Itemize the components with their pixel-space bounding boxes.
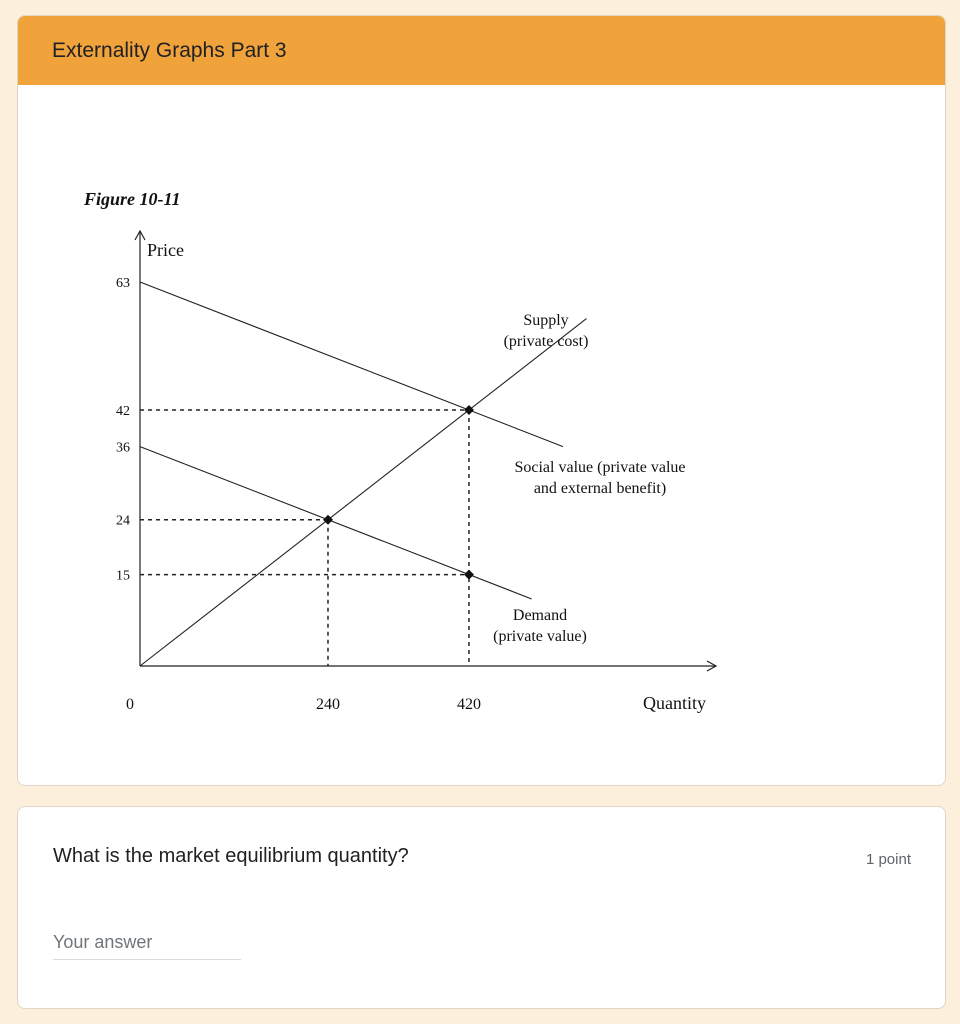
equilibrium-point-marker [323,515,333,525]
section-card [17,15,946,786]
section-header [18,16,945,85]
social-value-label-line2: and external benefit) [533,480,667,497]
y-tick-label: 42 [116,404,130,420]
x-tick-label: 240 [315,696,340,713]
y-tick-label: 36 [116,440,130,456]
figure-caption: Figure 10-11 [84,189,181,209]
x-tick-label: 420 [456,696,481,713]
y-tick-label: 15 [116,568,130,584]
x-axis-label: Quantity [643,693,706,713]
y-axis-label: Price [147,240,184,260]
answer-input[interactable] [53,925,241,960]
question-points: 1 point [865,851,911,868]
equilibrium-point-marker [464,570,474,580]
demand-label-line1: Demand [512,607,568,624]
equilibrium-point-marker [464,405,474,415]
series-line-demand [140,447,532,599]
marker-points [323,405,474,580]
supply-label-line2: (private cost) [503,333,589,350]
chart-axes [135,231,716,671]
figure-image [18,85,945,785]
supply-label-line1: Supply [523,312,569,329]
externality-chart [18,85,945,785]
y-tick-label: 24 [116,513,130,529]
demand-label-line2: (private value) [493,628,587,645]
origin-label: 0 [126,696,134,713]
question-title: What is the market equilibrium quantity? [53,845,409,867]
tick-labels [116,276,481,713]
question-card [17,806,946,1009]
section-title: Externality Graphs Part 3 [52,38,287,62]
series-line-social-value [140,282,563,447]
social-value-label-line1: Social value (private value [514,459,686,476]
y-tick-label: 63 [116,276,130,292]
